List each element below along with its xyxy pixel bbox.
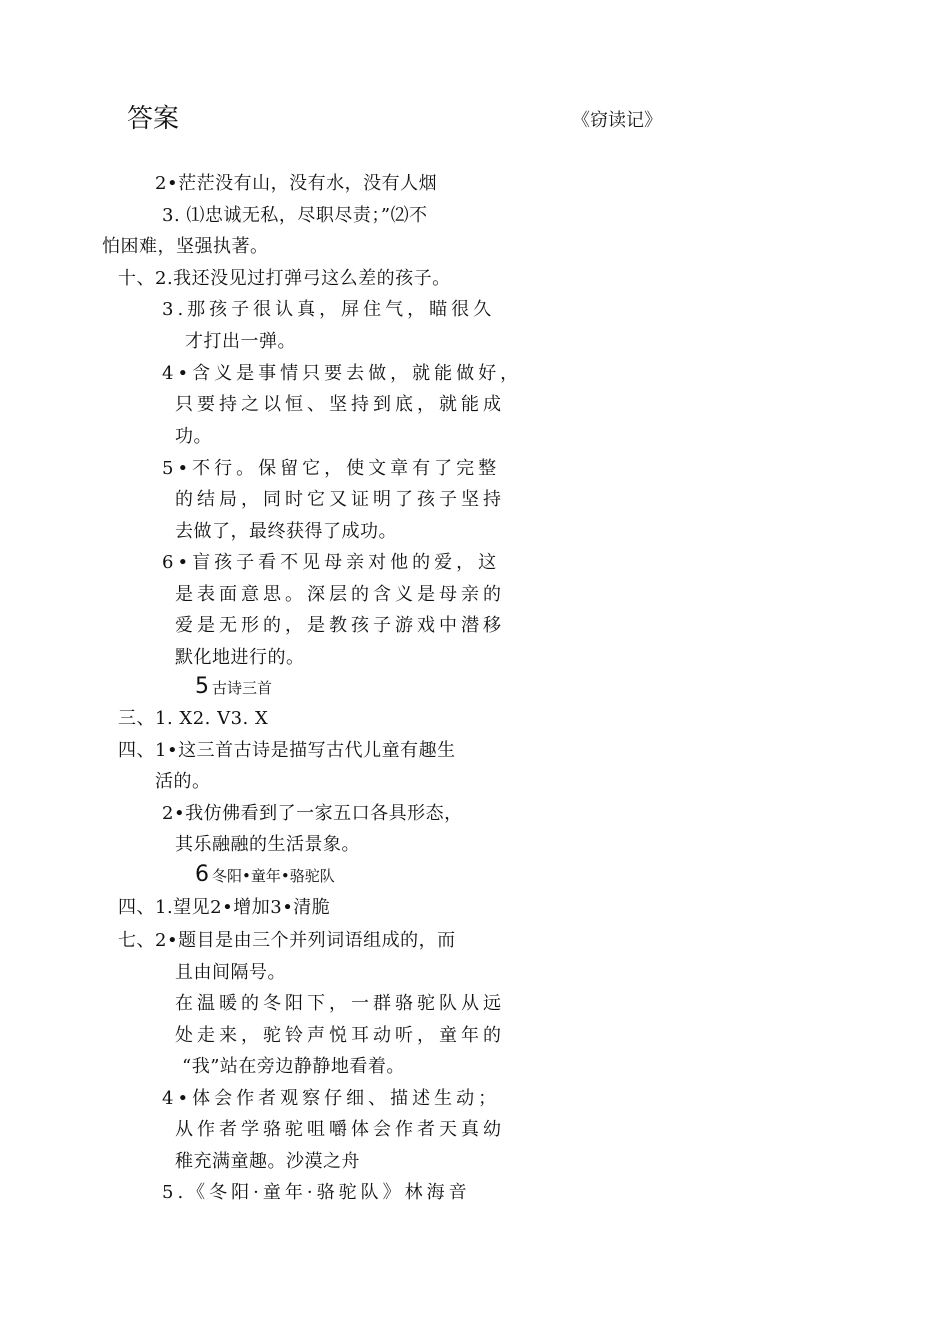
answer-line: 3. ⑴忠诚无私，尽职尽责；”⑵不 [162,205,428,226]
answer-line: 怕困难，坚强执著。 [102,236,269,257]
answer-line: 七、2•题目是由三个并列词语组成的，而 [118,930,456,951]
answer-line: 在温暖的冬阳下，一群骆驼队从远 [175,993,505,1014]
answer-line: 三、1. X2. V3. X [118,708,269,729]
answer-line: 4•体会作者观察仔细、描述生动； [162,1088,501,1109]
answer-line: 的结局，同时它又证明了孩子坚持 [175,489,505,510]
answer-line: 且由间隔号。 [175,962,286,983]
answer-line: 才打出一弹。 [185,331,296,352]
answer-line: 四、1.望见2•增加3•清脆 [118,897,331,918]
answer-line: 是表面意思。深层的含义是母亲的 [175,584,505,605]
answer-line: 四、1•这三首古诗是描写古代儿童有趣生 [118,740,456,761]
answer-line: 爱是无形的，是教孩子游戏中潜移 [175,615,505,636]
answer-line: 其乐融融的生活景象。 [175,834,360,855]
answer-line: 稚充满童趣。沙漠之舟 [175,1151,360,1172]
answer-line: 去做了，最终获得了成功。 [175,521,397,542]
answer-line: 2•我仿佛看到了一家五口各具形态， [162,803,463,824]
answer-line: 功。 [175,426,212,447]
answer-line: 2•茫茫没有山，没有水，没有人烟 [155,173,438,194]
answer-line: “我”站在旁边静静地看着。 [182,1056,405,1077]
answer-line: 默化地进行的。 [175,647,305,668]
answer-line: 处走来，驼铃声悦耳动听，童年的 [175,1025,505,1046]
section-number: 6 [195,862,209,887]
answer-line: 十、2.我还没见过打弹弓这么差的孩子。 [118,268,451,289]
section-number: 5 [195,674,209,699]
answer-line: 活的。 [155,771,211,792]
section-heading [195,675,272,700]
answer-line: 只要持之以恒、坚持到底，就能成 [175,394,505,415]
answer-line: 从作者学骆驼咀嚼体会作者天真幼 [175,1119,505,1140]
answer-line: 5•不行。保留它，使文章有了完整 [162,458,501,479]
section-name: 冬阳•童年•骆驼队 [212,867,335,885]
answer-line: 3.那孩子很认真，屏住气，瞄很久 [162,299,496,320]
lesson-reference: 《窃读记》 [572,110,662,131]
section-name: 古诗三首 [212,679,273,697]
answer-line: 6•盲孩子看不见母亲对他的爱，这 [162,552,501,573]
page-title: 答案 [127,104,180,134]
section-heading [195,863,335,888]
answer-line: 5.《冬阳·童年·骆驼队》林海音 [162,1182,471,1203]
answer-line: 4•含义是事情只要去做，就能做好， [162,363,523,384]
